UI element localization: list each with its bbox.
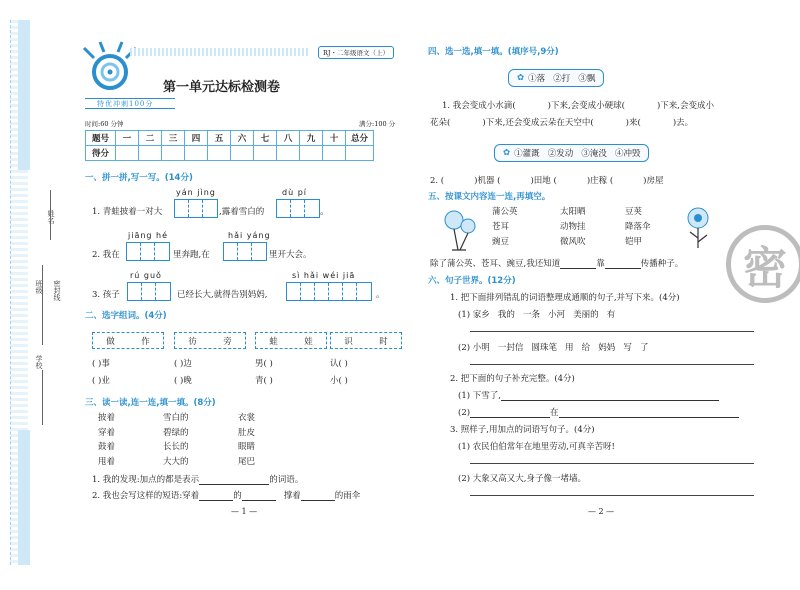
score-cell[interactable] <box>208 146 231 161</box>
binding-solid-bottom <box>18 430 30 565</box>
text: (2) <box>458 408 471 418</box>
s4-q1-line2 <box>430 116 693 128</box>
text: 里开大会。 <box>269 250 312 260</box>
item[interactable]: 碧绿的 <box>163 427 189 438</box>
s4-q2 <box>430 174 664 186</box>
blank[interactable] <box>199 475 269 485</box>
cell: 五 <box>208 131 231 146</box>
text: 1. 青蛙披着一对大 <box>92 207 163 217</box>
text: 已经长大,就得告别妈妈, <box>177 290 268 300</box>
char-grid[interactable] <box>286 282 372 301</box>
word[interactable]: ( )晚 <box>174 376 192 386</box>
series-banner: RJ・二年级语文（上） <box>318 46 394 59</box>
match-col-2 <box>560 205 586 250</box>
choice-group <box>330 332 402 386</box>
blank[interactable] <box>560 259 596 269</box>
item[interactable]: 太阳晒 <box>560 207 586 217</box>
answer-line[interactable] <box>470 463 754 464</box>
item[interactable]: 雪白的 <box>163 413 189 423</box>
blank[interactable] <box>242 491 276 501</box>
item[interactable]: 苍耳 <box>492 222 510 232</box>
blank[interactable] <box>470 408 550 418</box>
word[interactable]: ( )业 <box>92 376 110 386</box>
score-cell[interactable] <box>162 146 185 161</box>
cell: 九 <box>300 131 323 146</box>
answer-line[interactable] <box>470 331 754 332</box>
blank[interactable] <box>605 259 641 269</box>
slogan: 特优冲刺100分 <box>97 100 154 108</box>
class-label: 班级 <box>35 280 43 294</box>
score-cell[interactable] <box>116 146 139 161</box>
section-2-heading: 二、选字组词。(4分) <box>85 311 167 321</box>
cell: 六 <box>231 131 254 146</box>
score-cell[interactable] <box>254 146 277 161</box>
option-box-2 <box>494 144 649 162</box>
choice-group <box>92 332 164 386</box>
full-score: 满分:100 分 <box>359 120 396 128</box>
star-icon: ✿ <box>517 73 525 83</box>
text: )去。 <box>672 118 694 128</box>
score-cell[interactable] <box>277 146 300 161</box>
s6-q2-1 <box>458 389 719 401</box>
char-pair <box>92 332 164 349</box>
pinyin: sì hǎi wéi jiā <box>292 271 356 280</box>
cell: 总分 <box>346 131 374 146</box>
text: 靠 <box>596 259 605 269</box>
text: 传播种子。 <box>640 259 684 269</box>
s5-fill <box>430 257 683 269</box>
item[interactable]: 豌豆 <box>492 237 510 247</box>
char-pair <box>255 332 327 349</box>
item[interactable]: 甩着 <box>98 456 116 467</box>
section-1-heading: 一、拼一拼,写一写。(14分) <box>85 173 193 183</box>
item[interactable]: 穿着 <box>98 427 116 438</box>
score-cell[interactable] <box>346 146 374 161</box>
word[interactable]: ( )事 <box>92 359 110 369</box>
item[interactable]: 蒲公英 <box>492 207 518 217</box>
score-table <box>85 130 374 161</box>
pinyin: rú guǒ <box>130 271 162 280</box>
cell: 十 <box>323 131 346 146</box>
item[interactable]: 长长的 <box>163 442 189 452</box>
text: 。 <box>376 290 385 300</box>
seal-line-label: 密封线 <box>53 280 61 301</box>
char: 娃 <box>304 336 313 347</box>
s6-q3-1: (1) 农民伯伯常年在地里劳动,可真辛苦呀! <box>458 442 615 452</box>
text: 3. 孩子 <box>92 290 120 300</box>
page-title: 第一单元达标检测卷 <box>163 80 281 95</box>
cell: 八 <box>277 131 300 146</box>
text: 除了蒲公英、苍耳、豌豆,我还知道 <box>430 259 561 269</box>
options: ①灌溉 ②发动 ③淹没 ④冲毁 <box>514 149 641 159</box>
text: )房屋 <box>643 176 664 186</box>
s6-q2: 2. 把下面的句子补充完整。(4分) <box>450 374 575 384</box>
char-pair <box>330 332 402 349</box>
s6-q3-2: (2) 大象又高又大,身子像一堵墙。 <box>458 474 586 484</box>
match-col-3 <box>625 205 651 250</box>
cell: 四 <box>185 131 208 146</box>
option-box-1 <box>508 69 604 87</box>
char-grid[interactable] <box>174 199 218 218</box>
section-6-heading: 六、句子世界。(12分) <box>428 276 516 286</box>
flower-illustration <box>680 204 716 250</box>
char-grid[interactable] <box>276 199 320 218</box>
text: )来( <box>625 118 641 128</box>
text: 。 <box>320 207 329 217</box>
answer-line[interactable] <box>470 364 754 365</box>
s4-q1-line1 <box>442 99 714 111</box>
blank[interactable] <box>559 408 739 418</box>
cell: 三 <box>162 131 185 146</box>
match-col-2 <box>163 411 189 469</box>
text: )机器 ( <box>474 176 501 186</box>
pinyin: dù pí <box>282 188 307 197</box>
word[interactable]: 青( ) <box>255 376 273 386</box>
s6-q1: 1. 把下面排列错乱的词语整理成通顺的句子,并写下来。(4分) <box>450 293 680 303</box>
score-cell[interactable] <box>231 146 254 161</box>
text: 2. 我也会写这样的短语:穿着 <box>92 491 200 501</box>
s6-q3: 3. 照样子,用加点的词语写句子。(4分) <box>450 425 595 435</box>
s6-q2-2 <box>458 406 739 418</box>
score-cell[interactable] <box>185 146 208 161</box>
choice-group <box>174 332 246 386</box>
char: 旁 <box>223 336 232 347</box>
item[interactable]: 披着 <box>98 413 116 423</box>
item[interactable]: 降落伞 <box>625 222 651 232</box>
options: ①落 ②打 ③飘 <box>528 74 596 84</box>
header-stripe <box>130 48 310 56</box>
score-cell[interactable] <box>139 146 162 161</box>
word[interactable]: 小( ) <box>330 376 348 386</box>
blank[interactable] <box>301 491 335 501</box>
s3-q2 <box>92 489 360 501</box>
name-label: 姓名 <box>47 210 55 224</box>
text: 的 <box>233 491 242 501</box>
char-grid[interactable] <box>126 242 170 261</box>
choice-group <box>255 332 327 386</box>
score-header-row <box>86 131 374 146</box>
item[interactable]: 鼓着 <box>98 442 116 452</box>
char: 做 <box>106 336 115 347</box>
item[interactable]: 尾巴 <box>238 456 256 467</box>
cell: 得分 <box>86 146 116 161</box>
text: 2. 我在 <box>92 250 120 260</box>
text: 1. 我的发现:加点的都是表示 <box>92 475 200 485</box>
char: 时 <box>379 336 388 347</box>
blank[interactable] <box>199 491 233 501</box>
section-5-heading: 五、按课文内容连一连,再填空。 <box>428 192 551 202</box>
score-cell[interactable] <box>323 146 346 161</box>
cell: 七 <box>254 131 277 146</box>
item[interactable]: 铠甲 <box>625 237 643 247</box>
text: 里奔跑,在 <box>173 250 210 260</box>
match-col-1 <box>492 205 518 250</box>
item[interactable]: 微风吹 <box>560 237 586 247</box>
blank[interactable] <box>501 391 719 401</box>
binding-solid-top <box>18 20 30 170</box>
item[interactable]: 大大的 <box>163 456 189 467</box>
char: 识 <box>344 336 353 347</box>
item[interactable]: 肚皮 <box>238 427 256 438</box>
text: 撑着 <box>283 491 301 501</box>
match-col-3 <box>238 411 255 469</box>
char-grid[interactable] <box>127 282 171 301</box>
s3-q1 <box>92 473 303 485</box>
answer-line[interactable] <box>470 495 754 496</box>
s6-q1-1: (1) 家乡 我的 一条 小河 美丽的 有 <box>458 310 616 320</box>
item[interactable]: 动物挂 <box>560 222 586 232</box>
text: 的词语。 <box>269 475 304 485</box>
cell: 一 <box>116 131 139 146</box>
dandelion-illustration <box>442 208 478 252</box>
char: 彷 <box>188 336 197 347</box>
word[interactable]: 认( ) <box>330 359 348 369</box>
item[interactable]: 豆荚 <box>625 207 643 217</box>
text: ,露着雪白的 <box>219 207 265 217</box>
exam-time: 时间:60 分钟 <box>85 120 124 128</box>
section-4-heading: 四、选一选,填一填。(填序号,9分) <box>428 47 559 57</box>
text: )田地 ( <box>530 176 557 186</box>
seal-stamp <box>726 225 800 303</box>
word[interactable]: 男( ) <box>255 359 273 369</box>
item[interactable]: 眼睛 <box>238 442 256 452</box>
score-value-row <box>86 146 374 161</box>
word[interactable]: ( )边 <box>174 359 192 369</box>
score-cell[interactable] <box>300 146 323 161</box>
text: 花朵( <box>430 118 451 128</box>
page-number-left: — 1 — <box>231 507 258 516</box>
q1-line <box>92 205 162 217</box>
pinyin: yán jìng <box>176 188 216 197</box>
text: )庄稼 ( <box>586 176 614 186</box>
text: 在 <box>550 408 559 418</box>
text: )下来,会变成小 <box>656 101 715 111</box>
char: 蛙 <box>269 336 278 347</box>
section-3-heading: 三、读一读,连一连,填一填。(8分) <box>85 398 216 408</box>
text: (1) 下雪了, <box>458 391 501 401</box>
pinyin: hǎi yáng <box>228 231 271 240</box>
stamp-char: 密 <box>743 243 787 294</box>
char: 作 <box>141 336 150 347</box>
text: 2. ( <box>430 176 445 186</box>
char-pair <box>174 332 246 349</box>
pinyin: jiāng hé <box>128 231 169 240</box>
text: 的雨伞 <box>334 491 361 501</box>
page-number-right: — 2 — <box>588 507 615 516</box>
text: 1. 我会变成小水滴( <box>442 101 516 111</box>
item[interactable]: 衣裳 <box>238 413 256 423</box>
school-label: 学校 <box>35 355 43 369</box>
text: )下来,还会变成云朵在天空中( <box>482 118 594 128</box>
cell: 二 <box>139 131 162 146</box>
char-grid[interactable] <box>223 242 267 261</box>
match-col-1 <box>98 411 115 469</box>
star-icon: ✿ <box>503 148 511 158</box>
cell: 题号 <box>86 131 116 146</box>
s6-q1-2: (2) 小明 一封信 圆珠笔 用 给 妈妈 写 了 <box>458 343 649 353</box>
binding-labels <box>32 170 66 430</box>
text: )下来,会变成小硬球( <box>547 101 625 111</box>
